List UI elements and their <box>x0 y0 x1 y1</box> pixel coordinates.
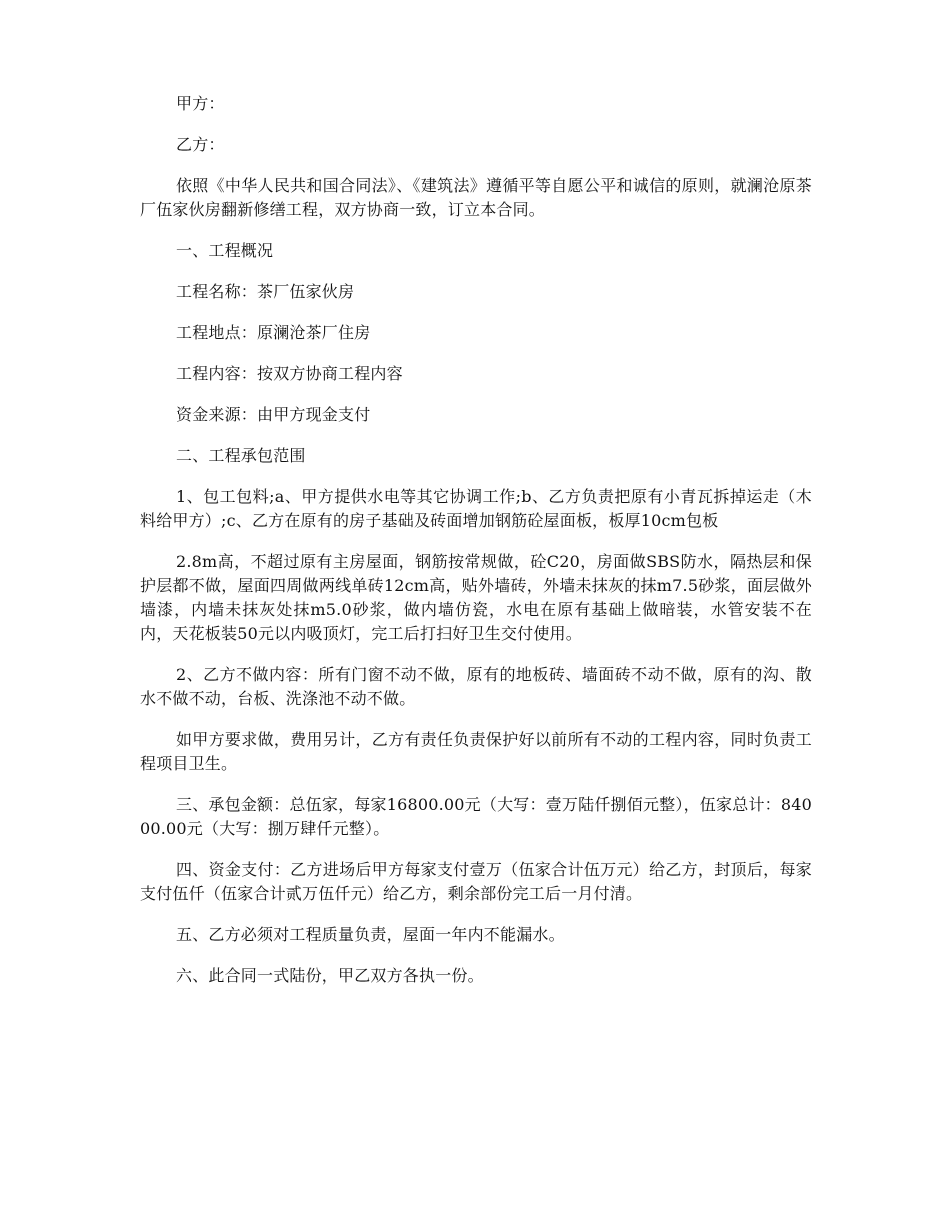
scope-item-1: 1、包工包料;a、甲方提供水电等其它协调工作;b、乙方负责把原有小青瓦拆掉运走（木料给甲方）;c、乙方在原有的房子基础及砖面增加钢筋砼屋面板，板厚10cm包板 <box>140 487 812 530</box>
section-3-contract-amount: 三、承包金额：总伍家，每家16800.00元（大写：壹万陆仟捌佰元整），伍家总计：84000.00元（大写：捌万肆仟元整）。 <box>140 795 812 838</box>
section-2-heading: 二、工程承包范围 <box>176 446 306 465</box>
project-name: 工程名称：茶厂伍家伙房 <box>176 282 355 301</box>
scope-item-1-continued: 2.8m高，不超过原有主房屋面，钢筋按常规做，砼C20，房面做SBS防水，隔热层和保护层都不做，屋面四周做两线单砖12cm高，贴外墙砖，外墙未抹灰的抹m7.5砂浆，面层做外墙漆，内墙未抹灰处抹m5.0砂浆，做内墙仿瓷，水电在原有基础上做暗装，水管安装不在内，天花板装50元以内吸顶灯，完工后打扫好卫生交付使用。 <box>140 552 812 643</box>
party-a-label: 甲方： <box>176 94 225 113</box>
scope-extra-note: 如甲方要求做，费用另计，乙方有责任负责保护好以前所有不动的工程内容，同时负责工程项目卫生。 <box>140 730 812 773</box>
project-content: 工程内容：按双方协商工程内容 <box>176 364 403 383</box>
funding-source: 资金来源：由甲方现金支付 <box>176 405 371 424</box>
section-5-quality: 五、乙方必须对工程质量负责，屋面一年内不能漏水。 <box>176 925 565 944</box>
section-6-copies: 六、此合同一式陆份，甲乙双方各执一份。 <box>176 966 484 985</box>
contract-page <box>140 92 812 1005</box>
section-1-heading: 一、工程概况 <box>176 241 274 260</box>
party-b-label: 乙方： <box>176 135 225 154</box>
section-4-payment: 四、资金支付：乙方进场后甲方每家支付壹万（伍家合计伍万元）给乙方，封顶后，每家支付伍仟（伍家合计贰万伍仟元）给乙方，剩余部份完工后一月付清。 <box>140 860 812 903</box>
project-location: 工程地点：原澜沧茶厂住房 <box>176 323 371 342</box>
scope-item-2: 2、乙方不做内容：所有门窗不动不做，原有的地板砖、墙面砖不动不做，原有的沟、散水不做不动，台板、洗涤池不动不做。 <box>140 665 812 708</box>
preamble-paragraph: 依照《中华人民共和国合同法》、《建筑法》遵循平等自愿公平和诚信的原则，就澜沧原茶厂伍家伙房翻新修缮工程，双方协商一致，订立本合同。 <box>140 176 812 219</box>
